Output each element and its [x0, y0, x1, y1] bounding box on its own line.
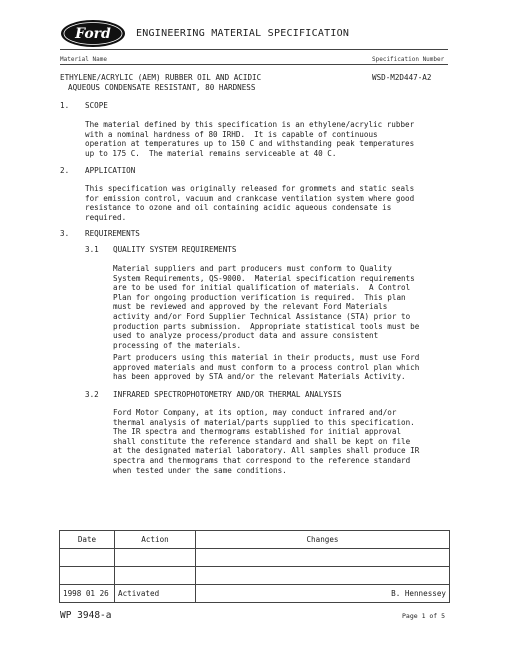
- subsection-3-2-para1: Ford Motor Company, at its option, may conduct infrared and/or thermal analysis of material/parts supplied to this specification. The IR spectra and thermograms established for initial approval shall constitute the reference standard and shall be kept on file at the designated material laboratory. All samples shall produce IR spectra and thermograms that correspond to the reference standard when tested under the same conditions.: [113, 408, 420, 475]
- subsection-3-1-para2: Part producers using this material in their products, must use Ford approved materials and must conform to a process control plan which has been approved by STA and/or the relevant Materials Activity.: [113, 353, 420, 382]
- section-2-text: This specification was originally released for grommets and static seals for emission control, vacuum and crankcase ventilation system where good resistance to ozone and oil containing acidic aqueous condensate is required.: [85, 184, 415, 222]
- changes-row: [60, 585, 450, 603]
- changes-action: Activated: [115, 585, 196, 603]
- header-rule: [60, 49, 448, 50]
- changes-header-date: Date: [60, 531, 115, 549]
- ford-logo-text: Ford: [75, 26, 111, 42]
- changes-empty-row: [60, 567, 450, 585]
- changes-date: 1998 01 26: [60, 585, 115, 603]
- section-3-number: 3.: [60, 229, 70, 238]
- changes-header-action: Action: [115, 531, 196, 549]
- document-title: ENGINEERING MATERIAL SPECIFICATION: [136, 28, 350, 39]
- form-number: WP 3948-a: [60, 610, 112, 621]
- changes-header-changes: Changes: [196, 531, 450, 549]
- material-name-line1: ETHYLENE/ACRYLIC (AEM) RUBBER OIL AND ACIDIC: [60, 73, 262, 82]
- changes-header-row: [60, 531, 450, 549]
- section-1-number: 1.: [60, 101, 70, 110]
- subsection-3-1-heading: QUALITY SYSTEM REQUIREMENTS: [113, 245, 237, 254]
- spec-number: WSD-M2D447-A2: [372, 73, 432, 82]
- section-2-number: 2.: [60, 166, 70, 175]
- subsection-3-1-para1: Material suppliers and part producers must conform to Quality System Requirements, QS-9000. Material specification requirements are to be used for initial qualification of materials. A Control Plan for ongoing production verification is required. This plan must be reviewed and approved by the relevant Ford Materials activity and/or Ford Supplier Technical Assistance (STA) prior to production parts submission. Appropriate statistical tools must be used to analyze process/product data and assure consistent processing of the materials.: [113, 264, 420, 350]
- subsection-3-1-number: 3.1: [85, 245, 99, 254]
- section-1-heading: SCOPE: [85, 101, 108, 110]
- subsection-3-2-number: 3.2: [85, 390, 99, 399]
- subsection-3-2-heading: INFRARED SPECTROPHOTOMETRY AND/OR THERMAL ANALYSIS: [113, 390, 342, 399]
- material-name-label: Material Name: [60, 56, 107, 63]
- section-1-text: The material defined by this specification is an ethylene/acrylic rubber with a nominal hardness of 80 IRHD. It is capable of continuous operation at temperatures up to 150 C and withstanding peak temperatures up to 175 C. The material remains serviceable at 40 C.: [85, 120, 415, 158]
- material-name-line2: AQUEOUS CONDENSATE RESISTANT, 80 HARDNESS: [68, 83, 256, 92]
- label-rule: [60, 64, 448, 65]
- changes-table: [59, 530, 450, 603]
- ford-logo: [60, 19, 126, 48]
- changes-by: B. Hennessey: [196, 585, 450, 603]
- section-2-heading: APPLICATION: [85, 166, 136, 175]
- spec-number-label: Specification Number: [372, 56, 445, 63]
- changes-empty-row: [60, 549, 450, 567]
- section-3-heading: REQUIREMENTS: [85, 229, 140, 238]
- page-number: Page 1 of 5: [402, 612, 446, 620]
